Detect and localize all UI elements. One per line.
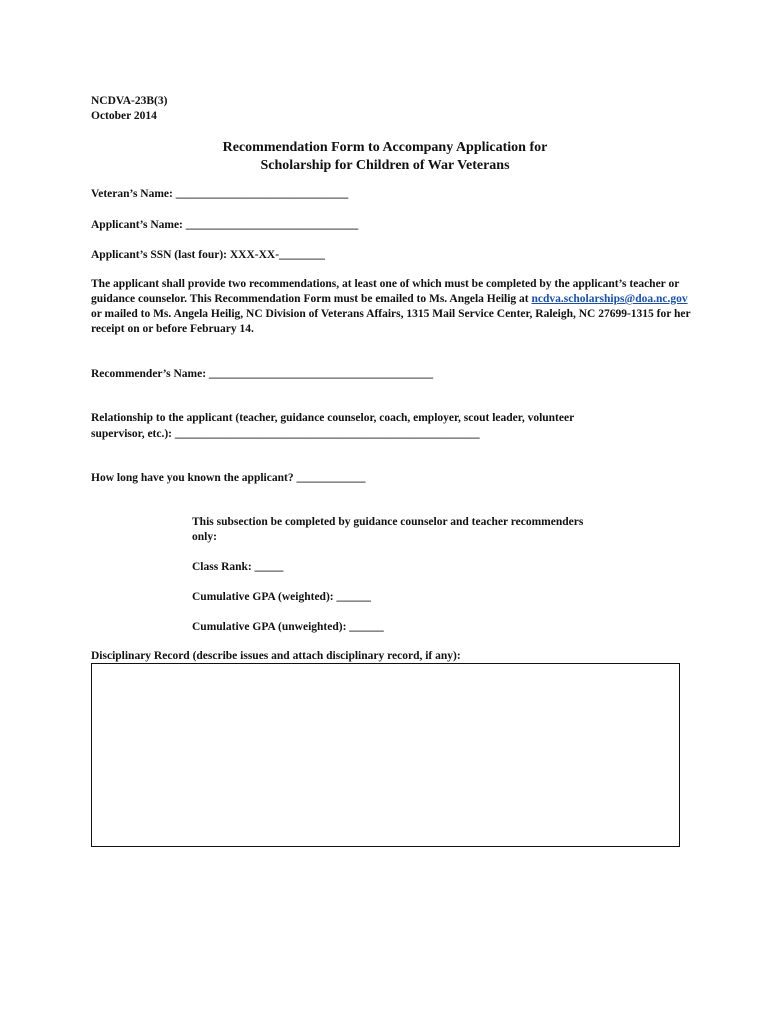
- applicant-ssn-field[interactable]: Applicant’s SSN (last four): XXX-XX-________: [91, 249, 326, 261]
- form-date: October 2014: [91, 110, 157, 122]
- disciplinary-record-box[interactable]: [91, 663, 680, 847]
- form-title-line-2: Scholarship for Children of War Veterans: [260, 158, 510, 173]
- gpa-unweighted-field[interactable]: Cumulative GPA (unweighted): ______: [192, 621, 384, 633]
- relationship-label: Relationship to the applicant (teacher, guidance counselor, coach, employer, scout leader, volunteer: [91, 412, 575, 424]
- subsection-note-line-1: This subsection be completed by guidance counselor and teacher recommenders: [192, 516, 584, 528]
- form-title-line-1: Recommendation Form to Accompany Application for: [222, 140, 548, 155]
- instructions-paragraph: [91, 277, 691, 337]
- gpa-weighted-field[interactable]: Cumulative GPA (weighted): ______: [192, 591, 371, 603]
- applicant-name-field[interactable]: Applicant’s Name: ______________________________: [91, 219, 359, 231]
- subsection-note-line-2: only:: [192, 531, 217, 543]
- relationship-field[interactable]: supervisor, etc.): _____________________________________________________: [91, 428, 480, 440]
- instructions-text-2: or mailed to Ms. Angela Heilig, NC Division of Veterans Affairs, 1315 Mail Service Center, Raleigh, NC 27699-1315 for her receipt on or before February 14.: [91, 308, 691, 335]
- disciplinary-label: Disciplinary Record (describe issues and attach disciplinary record, if any):: [91, 650, 461, 662]
- known-duration-field[interactable]: How long have you known the applicant? ____________: [91, 472, 366, 484]
- email-link[interactable]: ncdva.scholarships@doa.nc.gov: [531, 293, 688, 305]
- class-rank-field[interactable]: Class Rank: _____: [192, 561, 284, 573]
- instructions-text-1: The applicant shall provide two recommendations, at least one of which must be completed by the applicant’s teacher or guidance counselor. This Recommendation Form must be emailed to Ms. Angela Heilig at: [91, 278, 680, 305]
- form-code: NCDVA-23B(3): [91, 95, 168, 107]
- veteran-name-field[interactable]: Veteran’s Name: ______________________________: [91, 188, 349, 200]
- recommender-name-field[interactable]: Recommender’s Name: _______________________________________: [91, 368, 434, 380]
